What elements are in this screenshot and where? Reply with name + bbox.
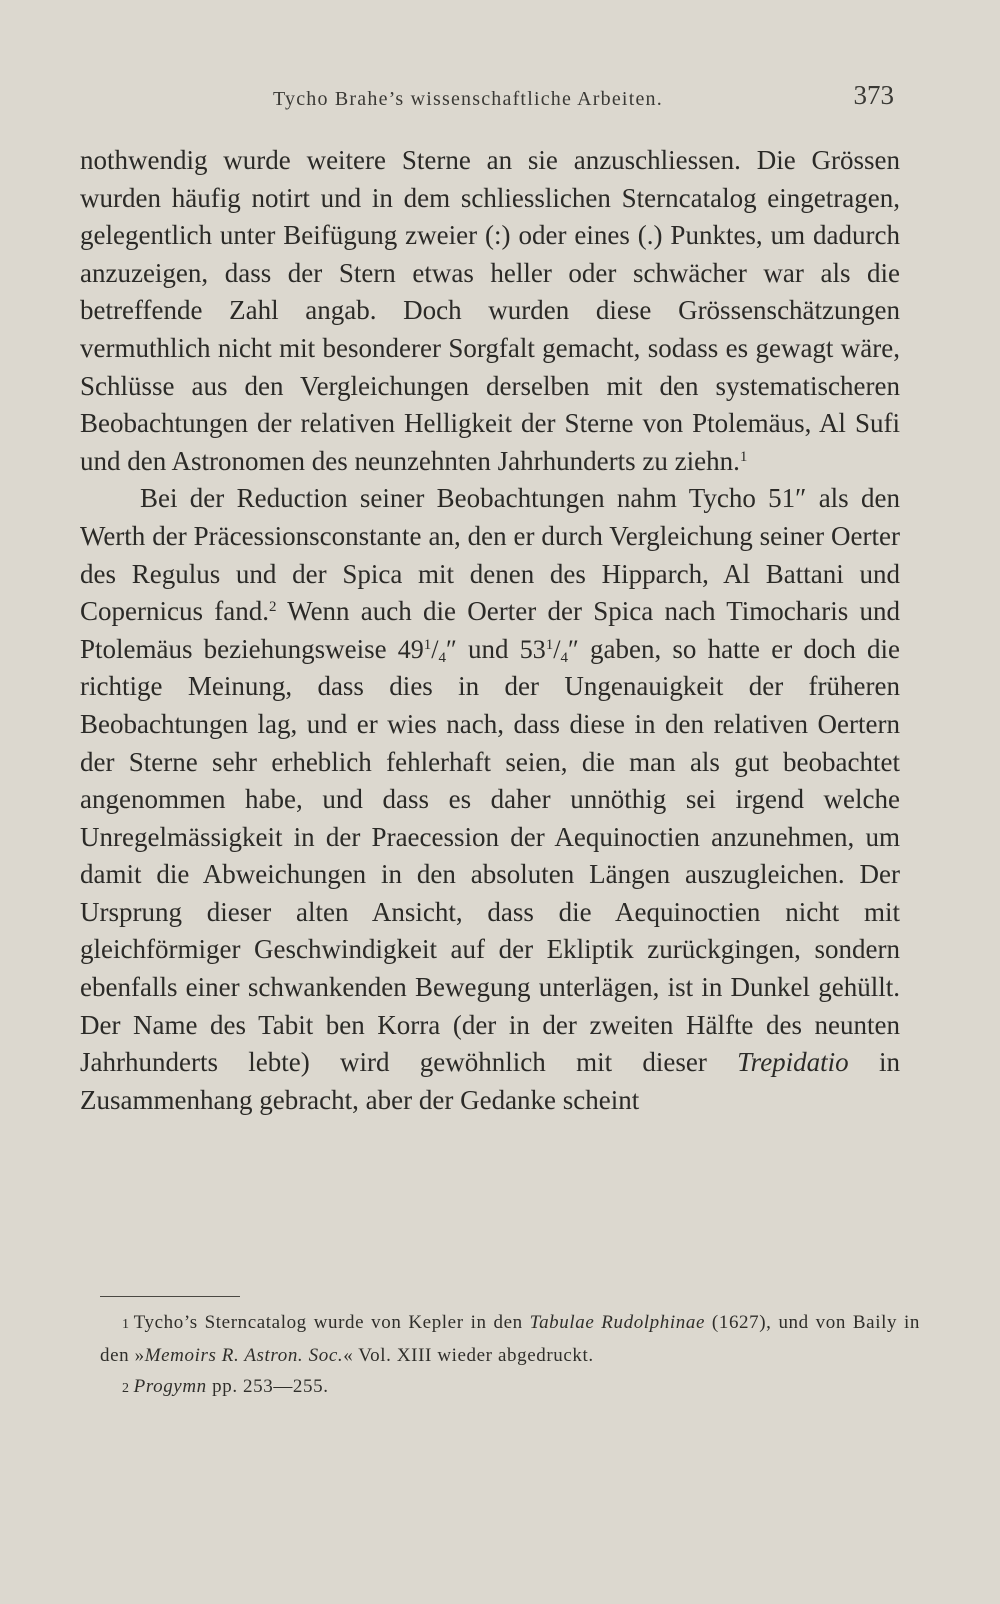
footnote-divider <box>100 1296 240 1297</box>
page-number: 373 <box>853 80 894 110</box>
body-text <box>80 142 900 1119</box>
footnote-ref-1: 1 <box>739 448 748 465</box>
paragraph-2-text-e: in Zusammenhang gebracht, aber der Gedanke scheint <box>80 1047 900 1115</box>
footnote-1-text-b: (1627), und von Baily in den » <box>100 1312 920 1366</box>
fraction-1-denominator: 4 <box>438 649 447 666</box>
paragraph-2-text-b: Wenn auch die Oerter der Spica nach Timocharis und Ptolemäus beziehungsweise <box>80 596 900 664</box>
fraction-2-numerator: 1 <box>545 636 554 653</box>
footnote-2 <box>100 1371 920 1404</box>
footnote-1 <box>100 1307 920 1371</box>
fraction-value-2: $53^1/4''$ <box>519 634 579 666</box>
footnote-ref-2: 2 <box>268 599 277 616</box>
paragraph-2-text-a: Bei der Reduction seiner Beobachtungen nahm Tycho 51″ als den Werth der Präcessionsconstante an, den er durch Vergleichung seiner Oerter des Regulus und der Spica mit denen des Hipparch, Al Battani und Copernicus fand. <box>80 483 900 627</box>
fraction-2-integer: 53 <box>519 634 546 664</box>
footnote-1-italic-journal: Memoirs R. Astron. Soc. <box>144 1345 344 1366</box>
paragraph-2 <box>80 480 900 1119</box>
paragraph-2-text-c: und <box>456 633 520 664</box>
footnote-2-text: pp. 253—255. <box>206 1376 329 1397</box>
footnote-2-italic-title: Progymn <box>133 1376 207 1397</box>
paragraph-2-italic-term: Trepidatio <box>737 1047 849 1078</box>
running-title: Tycho Brahe’s wissenschaftliche Arbeiten. <box>273 88 663 110</box>
fraction-1-unit: ″ <box>446 634 457 664</box>
paragraph-1-text: nothwendig wurde weitere Sterne an sie anzuschliessen. Die Grössen wurden häufig notirt und in dem schliesslichen Sterncatalog eingetragen, gelegentlich unter Beifügung zweier (:) oder eines (.) Punktes, um dadurch anzuzeigen, dass der Stern etwas heller oder schwächer war als die betreffende Zahl angab. Doch wurden diese Grössenschätzungen vermuthlich nicht mit besonderer Sorgfalt gemacht, sodass es gewagt wäre, Schlüsse aus den Vergleichungen derselben mit den systematischeren Beobachtungen der relativen Helligkeit der Sterne von Ptolemäus, Al Sufi und den Astronomen des neunzehnten Jahrhunderts zu ziehn. <box>80 145 900 476</box>
footnote-1-marker: 1 <box>122 1317 130 1332</box>
fraction-2-denominator: 4 <box>560 649 568 666</box>
fraction-1-numerator: 1 <box>423 636 432 653</box>
footnote-2-marker: 2 <box>122 1381 130 1396</box>
fraction-value-1: $49^1/4''$ <box>397 634 457 666</box>
fraction-1-integer: 49 <box>397 634 424 664</box>
footnote-1-text-c: « Vol. XIII wieder abgedruckt. <box>343 1345 594 1366</box>
paragraph-2-text-d: gaben, so hatte er doch die richtige Meinung, dass dies in der Ungenauigkeit der früheren Beobachtungen lag, und er wies nach, dass diese in den relativen Oertern der Sterne sehr erheblich fehlerhaft seien, die man als gut beobachtet angenommen habe, und dass es daher unnöthig sei irgend welche Unregelmässigkeit in der Praecession der Aequinoctien anzunehmen, um damit die Abweichungen in den absoluten Längen auszugleichen. Der Ursprung dieser alten Ansicht, dass die Aequinoctien nicht mit gleichförmiger Geschwindigkeit auf der Ekliptik zurückgingen, sondern ebenfalls einer schwankenden Bewegung unterlägen, ist in Dunkel gehüllt. Der Name des Tabit ben Korra (der in der zweiten Hälfte des neunten Jahrhunderts lebte) wird gewöhnlich mit dieser <box>80 633 901 1078</box>
running-head <box>80 82 900 122</box>
paragraph-1 <box>80 142 900 480</box>
footnote-1-text-a: Tycho’s Sterncatalog wurde von Kepler in den <box>133 1312 530 1333</box>
footnotes <box>100 1307 920 1404</box>
fraction-2-unit: ″ <box>567 634 579 664</box>
footnote-1-italic-title: Tabulae Rudolphinae <box>529 1312 705 1333</box>
